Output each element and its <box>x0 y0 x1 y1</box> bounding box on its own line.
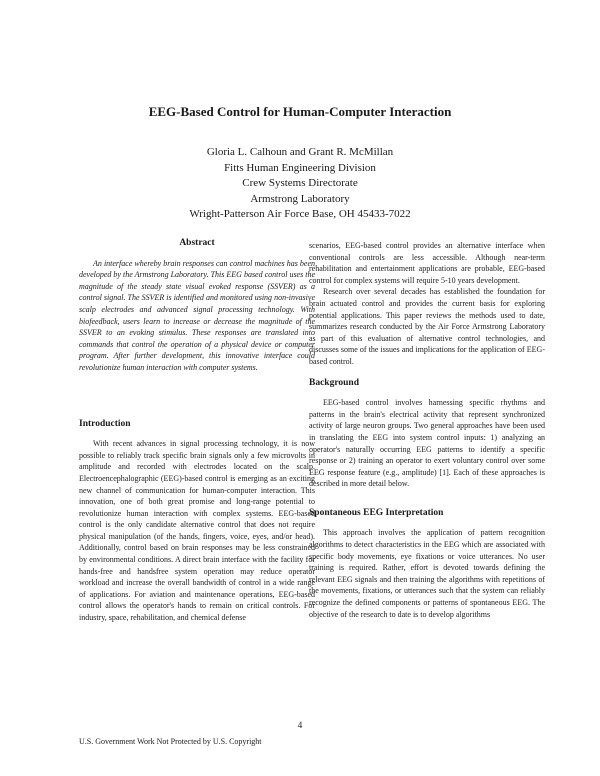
spontaneous-heading: Spontaneous EEG Interpretation <box>309 507 444 518</box>
abstract-heading: Abstract <box>179 238 215 248</box>
spontaneous-text: This approach involves the application of pattern recognition algorithms to detect characteristics in the EEG which are associated with specific body movements, eye fixations or voice utterances. No user training is required. Rather, effort is devoted towards defining the relevant EEG signals and then training the algorithms with repetitions of the movements, fixations, or utterances such that the system can reliably recognize the defined components or patterns of spontaneous EEG. The objective of the research to date is to develop algorithms <box>309 528 545 619</box>
intro-paragraph-2: Research over several decades has established the foundation for brain actuated control and provides the current basis for exploring potential applications. This paper reviews the methods used to date, summarizes research conducted by the Air Force Armstrong Laboratory as part of this evaluation of alternative control technologies, and discusses some of the issues and implications for the application of EEG-based control. <box>309 287 545 366</box>
author-division: Fitts Human Engineering Division <box>224 161 376 174</box>
right-column <box>309 240 545 620</box>
author-laboratory: Armstrong Laboratory <box>250 192 350 205</box>
background-heading: Background <box>309 377 359 388</box>
author-address: Wright-Patterson Air Force Base, OH 45433-7022 <box>189 208 411 220</box>
page-number: 4 <box>297 720 303 730</box>
author-block <box>0 145 600 223</box>
left-column <box>79 238 315 624</box>
intro-continuation: scenarios, EEG-based control provides an alternative interface when conventional controls are less accessible. Although near-term rehabilitation and entertainment applications are probable, EEG-based control for complex systems will require 5-10 years development. <box>309 241 545 285</box>
copyright-footer: U.S. Government Work Not Protected by U.S. Copyright <box>79 737 262 746</box>
author-directorate: Crew Systems Directorate <box>242 177 358 189</box>
abstract-text: An interface whereby brain responses can control machines has been developed by the Armstrong Laboratory. This EEG based control uses the magnitude of the steady state visual evoked response (SSVER) as a control signal. The SSVER is identified and monitored using non-invasive scalp electrodes and advanced signal processing technology. With biofeedback, users learn to increase or decrease the magnitude of the SSVER to an evoking stimulus. These responses are translated into commands that control the operation of a physical device or computer program. After further development, this innovative interface could revolutionize human interaction with computer systems. <box>79 258 315 372</box>
introduction-text: With recent advances in signal processing technology, it is now possible to reliably track specific brain signals only a few microvolts in amplitude and recorded with electrodes located on the scalp. Electroencephalographic (EEG)-based control is emerging as an exciting new channel of communication for human-computer interaction. This innovation, one of both great promise and long-range potential to revolutionize human interaction with complex systems. EEG-based control is the only candidate alternative control that does not require physical manipulation (of the hands, fingers, voice, eyes, and/or head). Additionally, control based on brain responses may be less constrained by environmental conditions. A direct brain interface with the facility for hands-free and handsfree system operation may reduce operator workload and increase the overall bandwidth of control in a wide range of applications. For aviation and maintenance operations, EEG-based control allows the operator's hands to remain on critical controls. For industry, space, rehabilitation, and chemical defense <box>79 439 315 623</box>
author-names: Gloria L. Calhoun and Grant R. McMillan <box>206 146 394 158</box>
paper-title: EEG-Based Control for Human-Computer Interaction <box>148 104 452 119</box>
background-text: EEG-based control involves harnessing specific rhythms and patterns in the brain's electrical activity that represent synchronized activity of large neuron groups. Two general approaches have been used in translating the EEG into system control inputs: 1) analyzing an operator's naturally occurring EEG patterns to identify a specific response or 2) training an operator to exert voluntary control over some EEG response feature (e.g., amplitude) [1]. Each of these approaches is described in more detail below. <box>309 398 545 489</box>
introduction-heading: Introduction <box>79 418 131 429</box>
